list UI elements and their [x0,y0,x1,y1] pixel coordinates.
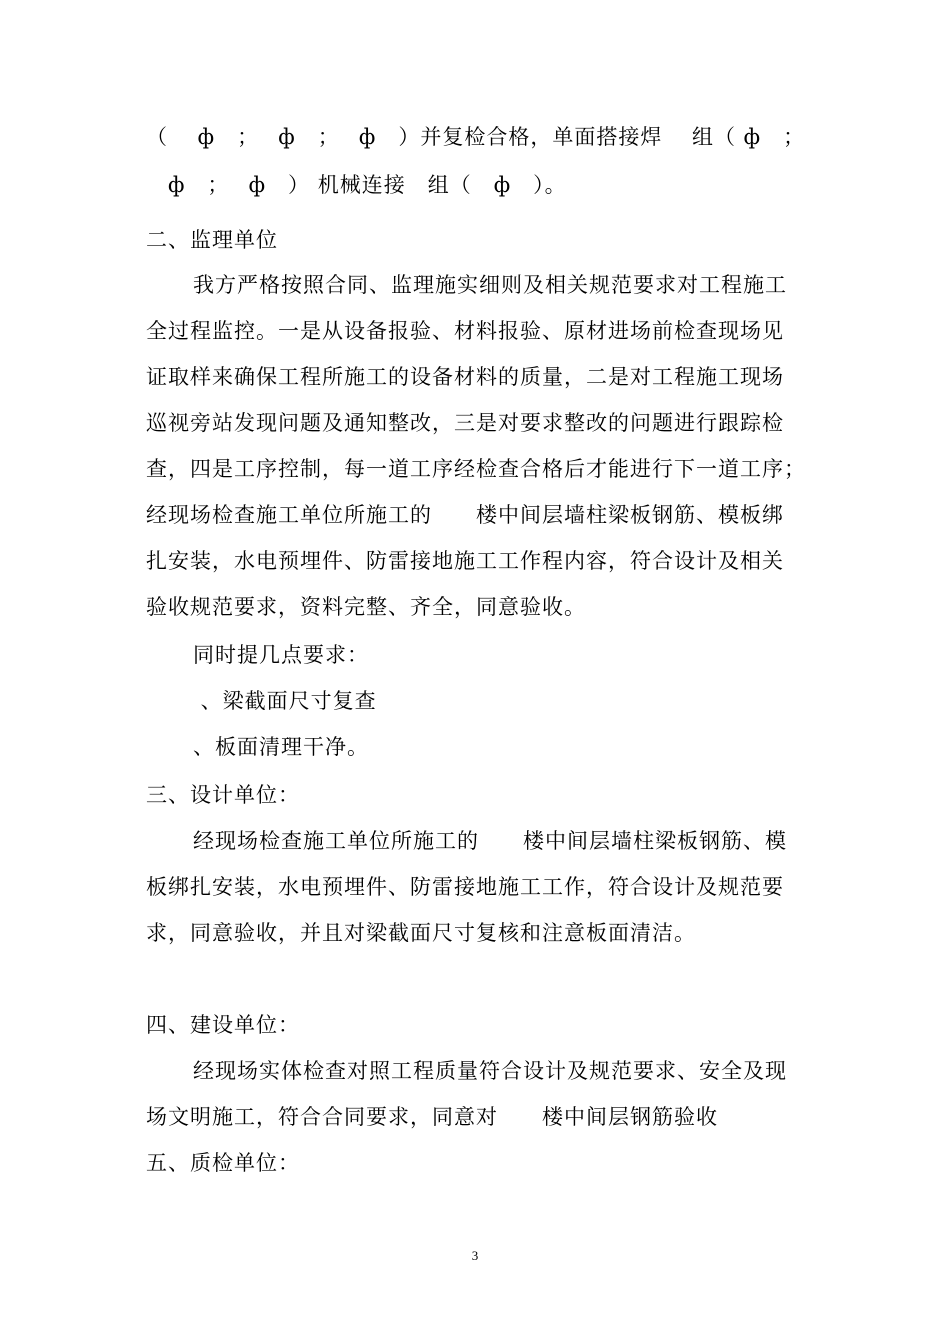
paragraph-line: 板绑扎安装，水电预埋件、防雷接地施工工作，符合设计及规范要 [146,875,784,899]
text-line-mechanical-connection: ф ； ф ） 机械连接 组（ ф ）。 [146,173,567,197]
paragraph-line: 扎安装，水电预埋件、防雷接地施工工作程内容，符合设计及相关 [146,549,784,573]
paragraph-line: 求，同意验收，并且对梁截面尺寸复核和注意板面清洁。 [146,921,696,945]
section-heading-supervision: 二、监理单位 [146,228,278,252]
paragraph-line: 全过程监控。一是从设备报验、材料报验、原材进场前检查现场见 [146,319,784,343]
text-line-rebar-welding: （ ф ； ф ； ф ）并复检合格，单面搭接焊 组（ ф ； [146,125,806,149]
paragraph-line: 巡视旁站发现问题及通知整改，三是对要求整改的问题进行跟踪检 [146,411,784,435]
paragraph-line: 验收规范要求，资料完整、齐全，同意验收。 [146,595,586,619]
paragraph-line: 我方严格按照合同、监理施实细则及相关规范要求对工程施工 [193,273,787,297]
section-heading-construction: 四、建设单位： [146,1013,300,1037]
paragraph-line: 查，四是工序控制，每一道工序经检查合格后才能进行下一道工序； [146,457,806,481]
paragraph-line: 经现场检查施工单位所施工的 楼中间层墙柱梁板钢筋、模 [193,829,787,853]
list-item: 、板面清理干净。 [193,735,369,759]
section-heading-quality: 五、质检单位： [146,1151,300,1175]
paragraph-line: 经现场实体检查对照工程质量符合设计及规范要求、安全及现 [193,1059,787,1083]
page-number: 3 [471,1248,479,1263]
paragraph-line: 场文明施工，符合合同要求，同意对 楼中间层钢筋验收 [146,1105,718,1129]
paragraph-line: 证取样来确保工程所施工的设备材料的质量，二是对工程施工现场 [146,365,784,389]
requirements-intro: 同时提几点要求： [193,643,369,667]
section-heading-design: 三、设计单位： [146,783,300,807]
paragraph-line: 经现场检查施工单位所施工的 楼中间层墙柱梁板钢筋、模板绑 [146,503,784,527]
list-item: 、梁截面尺寸复查 [193,689,377,713]
